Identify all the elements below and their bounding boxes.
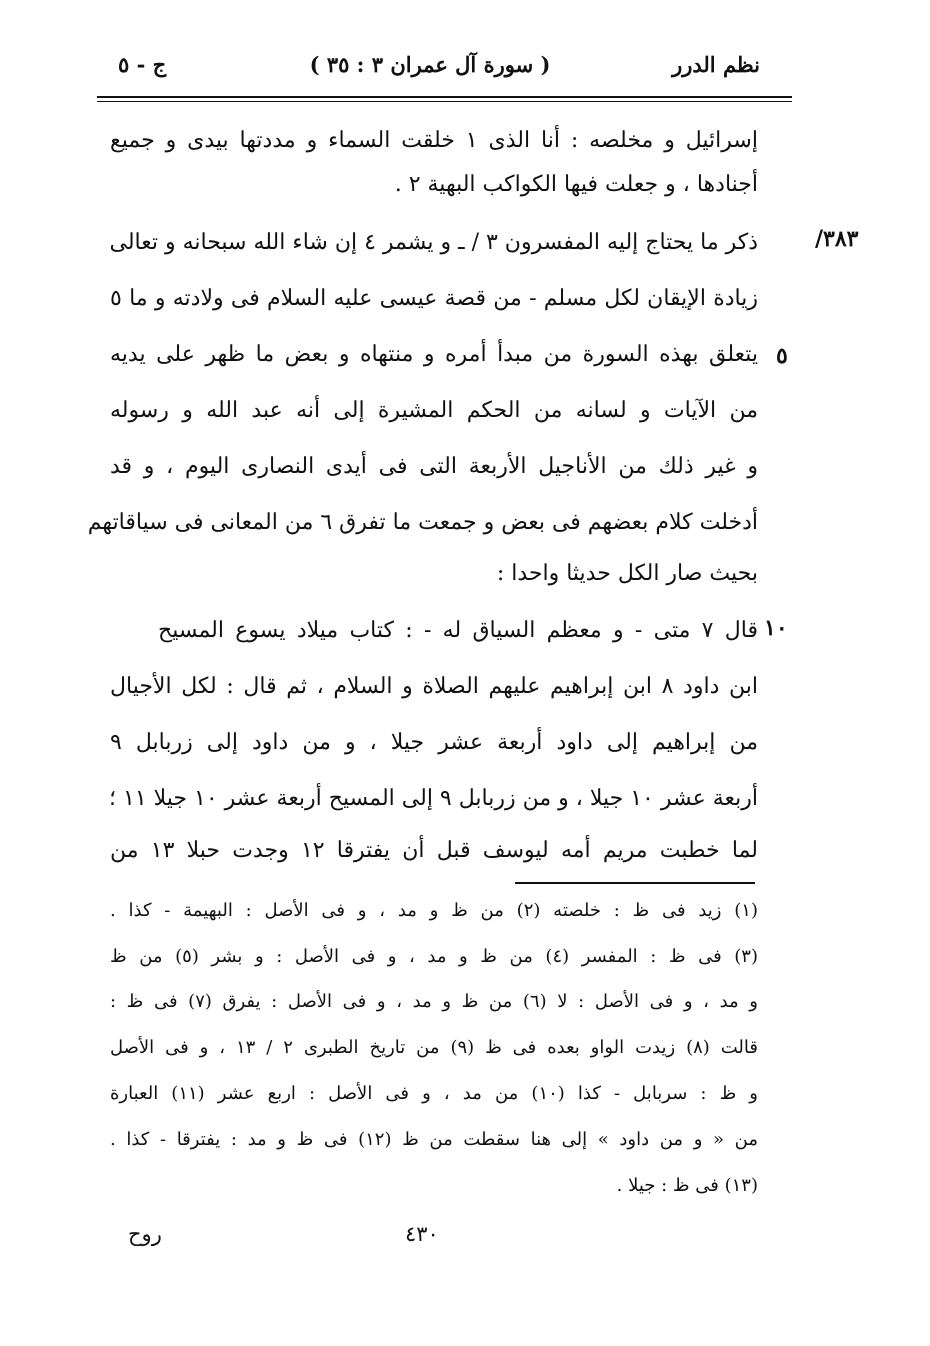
text-line: أدخلت كلام بعضهم فى بعض و جمعت ما تفرق ٦ من المعانى فى سياقاتهم xyxy=(87,510,758,535)
text-line: لما خطبت مريم أمه ليوسف قبل أن يفترقا ١٢ وجدت حبلا ١٣ من xyxy=(110,838,759,863)
text-line: بحيث صار الكل حديثا واحدا : xyxy=(496,561,758,586)
margin-reference-number: /٣٨٣ xyxy=(815,226,859,252)
text-line: يتعلق بهذه السورة من مبدأ أمره و منتهاه و بعض ما ظهر على يديه xyxy=(110,342,758,367)
footnote-line: و مد ، و فى الأصل : لا (٦) من ظ و مد ، و فى الأصل : يفرق (٧) فى ظ : xyxy=(110,991,758,1012)
header-volume: ج - ٥ xyxy=(118,52,167,77)
margin-line-number-5: ٥ xyxy=(776,343,788,369)
text-line: زيادة الإيقان لكل مسلم - من قصة عيسى عليه السلام فى ولادته و ما ٥ xyxy=(110,286,758,311)
text-line: من إبراهيم إلى داود أربعة عشر جيلا ، و من داود إلى زربابل ٩ xyxy=(110,730,758,755)
header-surah: ( سورة آل عمران ٣ : ٣٥ ) xyxy=(309,52,551,77)
text-line: ابن داود ٨ ابن إبراهيم عليهم الصلاة و السلام ، ثم قال : لكل الأجيال xyxy=(110,674,758,699)
page-number: ٤٣٠ xyxy=(405,1222,439,1246)
footnote-line: و ظ : سربابل - كذا (١٠) من مد ، و فى الأصل : اربع عشر (١١) العبارة xyxy=(110,1083,758,1104)
footnote-line: (١) زيد فى ظ : خلصته (٢) من ظ و مد ، و فى الأصل : البهيمة - كذا . xyxy=(110,900,758,921)
text-line: أجنادها ، و جعلت فيها الكواكب البهية ٢ . xyxy=(394,172,758,197)
text-line: أربعة عشر ١٠ جيلا ، و من زربابل ٩ إلى المسيح أربعة عشر ١٠ جيلا ١١ ؛ xyxy=(109,786,758,811)
margin-line-number-10: ١٠ xyxy=(764,615,788,641)
text-line: من الآيات و لسانه من الحكم المشيرة إلى أنه عبد الله و رسوله xyxy=(110,398,758,423)
text-line: و غير ذلك من الأناجيل الأربعة التى فى أيدى النصارى اليوم ، و قد xyxy=(110,454,758,479)
text-line: إسرائيل و مخلصه : أنا الذى ١ خلقت السماء و مددتها بيدى و جميع xyxy=(110,128,758,153)
footnote-line: من « و من داود » إلى هنا سقطت من ظ (١٢) فى ظ و مد : يفترقا - كذا . xyxy=(110,1129,758,1150)
footnote-line: قالت (٨) زيدت الواو بعده فى ظ (٩) من تاريخ الطبرى ٢ / ١٣ ، و فى الأصل xyxy=(110,1037,758,1058)
footnote-line: (١٣) فى ظ : جيلا . xyxy=(616,1175,758,1196)
text-line: قال ٧ متى - و معظم السياق له - : كتاب ميلاد يسوع المسيح xyxy=(158,618,758,643)
footnote-separator xyxy=(515,882,755,884)
header-book-title: نظم الدرر xyxy=(672,52,760,77)
header-rule-thick xyxy=(97,96,792,98)
footnote-line: (٣) فى ظ : المفسر (٤) من ظ و مد ، و فى الأصل : و بشر (٥) من ظ xyxy=(110,946,758,967)
text-line: ذكر ما يحتاج إليه المفسرون ٣ / ـ و يشمر ٤ إن شاء الله سبحانه و تعالى xyxy=(109,230,758,255)
signature-mark: روح xyxy=(128,1222,162,1246)
running-header xyxy=(100,48,760,88)
header-rule-thin xyxy=(97,101,792,102)
